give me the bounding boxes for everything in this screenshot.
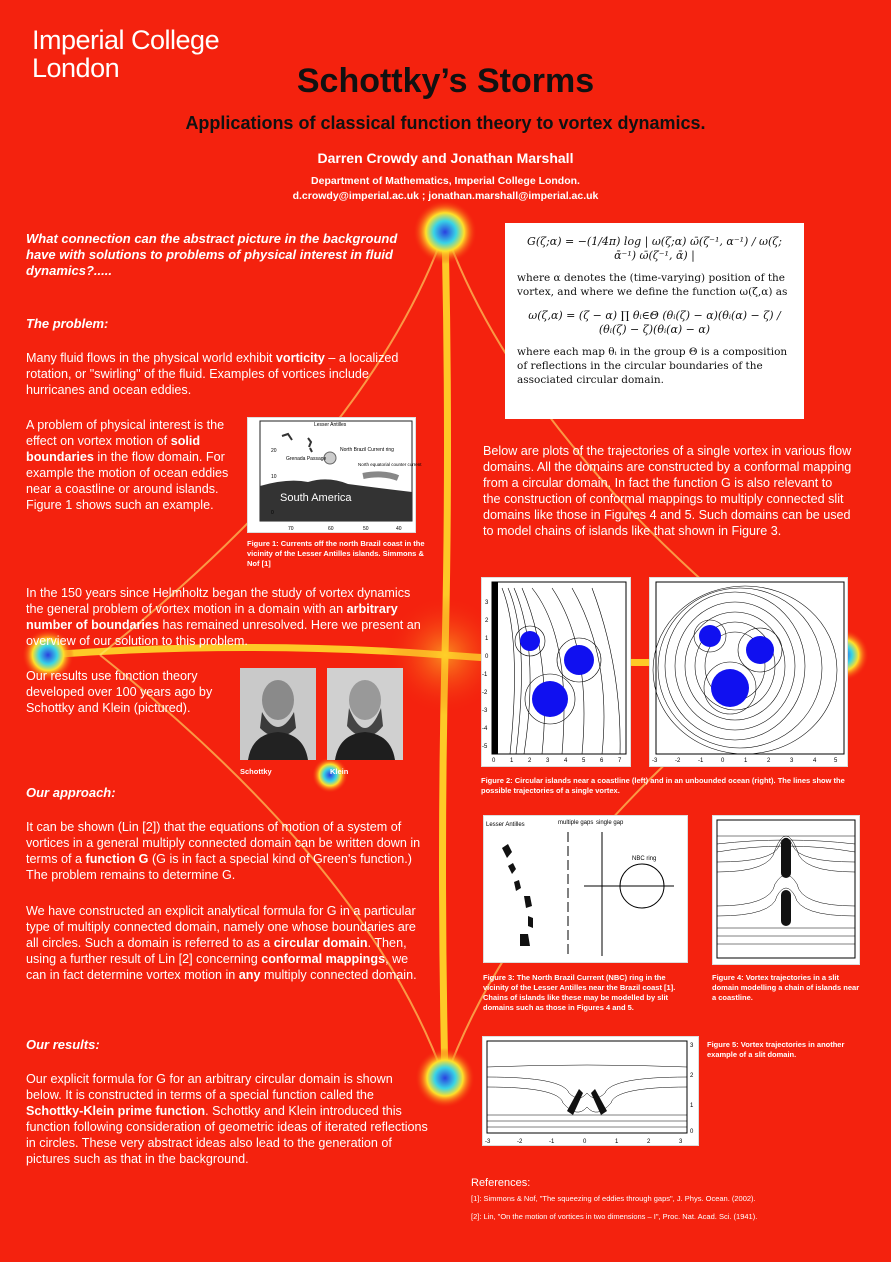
department: Department of Mathematics, Imperial College London.	[311, 175, 580, 187]
fig1-counter-label: North equatorial counter current	[358, 462, 422, 467]
poster-title: Schottky’s Storms	[296, 62, 595, 100]
formula-omega: ω(ζ,α) = (ζ − α) ∏ θᵢ∈Θ (θᵢ(ζ) − α)(θᵢ(α) − ζ) / (θᵢ(ζ) − ζ)(θᵢ(α) − α)	[528, 309, 781, 336]
svg-text:0: 0	[583, 1139, 587, 1145]
figure2-right-plot	[649, 577, 848, 767]
svg-text:-2: -2	[675, 758, 681, 764]
paragraph-lin: It can be shown (Lin [2]) that the equations of motion of a system of vortices in a general multiply connected domain can be written down in terms of a function G (G is in fact a special kind of Green's function.) The problem remains to determine G.	[26, 820, 421, 882]
svg-text:-3: -3	[482, 708, 488, 714]
svg-text:5: 5	[582, 758, 586, 764]
svg-text:3: 3	[679, 1139, 683, 1145]
figure1-caption: Figure 1: Currents off the north Brazil coast in the vicinity of the Lesser Antilles islands. Simmons & Nof [1]	[247, 539, 425, 568]
svg-text:3: 3	[546, 758, 550, 764]
intro-question: What connection can the abstract picture in the background have with solutions to problems of physical interest in fluid dynamics?.....	[26, 231, 398, 278]
svg-text:7: 7	[618, 758, 622, 764]
svg-text:40: 40	[396, 526, 402, 532]
figure4-caption: Figure 4: Vortex trajectories in a slit domain modelling a chain of islands near a coastline.	[712, 973, 860, 1002]
svg-text:-5: -5	[482, 744, 488, 750]
fig3-multiple-gaps-label: multiple gaps	[558, 820, 594, 826]
formula-text-1: where α denotes the (time-varying) position of the vortex, and where we define the function ω(ζ,α) as	[517, 272, 788, 298]
emails[interactable]: d.crowdy@imperial.ac.uk ; jonathan.marshall@imperial.ac.uk	[292, 190, 599, 202]
schottky-portrait	[240, 668, 316, 760]
svg-text:60: 60	[328, 526, 334, 532]
figure2-left-plot	[481, 577, 631, 767]
svg-text:1: 1	[485, 636, 489, 642]
figure2-caption: Figure 2: Circular islands near a coastline (left) and in an unbounded ocean (right). The lines show the possible trajectories of a single vortex.	[481, 776, 845, 795]
svg-text:3: 3	[485, 600, 489, 606]
figure3-diagram	[483, 815, 688, 963]
svg-text:2: 2	[767, 758, 771, 764]
references-heading: References:	[471, 1177, 531, 1189]
paragraph-construction: We have constructed an explicit analytical formula for G in a particular type of multiply connected domain, namely one whose boundaries are all circles. Such a domain is referred to as a circular domain. Then, using a further result of Lin [2] concerning conformal mappings, we can in fact determine vortex motion in any multiply connected domain.	[26, 904, 417, 982]
fig2-left-island-small	[520, 631, 540, 651]
svg-text:-2: -2	[517, 1139, 523, 1145]
klein-label: Klein	[330, 767, 349, 776]
svg-text:4: 4	[813, 758, 817, 764]
poster-subtitle: Applications of classical function theory to vortex dynamics.	[185, 113, 706, 133]
reference-1: [1]: Simmons & Nof, "The squeezing of eddies through gaps", J. Phys. Ocean. (2002).	[471, 1194, 756, 1203]
paragraph-trajectories: Below are plots of the trajectories of a single vortex in various flow domains. All the domains are constructed by a conformal mapping from a circular domain. In fact the function G is also relevant to the construction of conformal mappings to multiply connected slit domains like those in Figures 4 and 5. Such domains can be used to model chains of islands like that shown in Figure 3.	[483, 444, 852, 538]
figure5-plot	[482, 1036, 699, 1146]
svg-text:-1: -1	[698, 758, 704, 764]
logo-line-2: London	[32, 53, 120, 83]
svg-text:-4: -4	[482, 726, 488, 732]
klein-portrait	[327, 668, 403, 760]
authors: Darren Crowdy and Jonathan Marshall	[317, 150, 574, 166]
svg-text:1: 1	[615, 1139, 619, 1145]
reference-2: [2]: Lin, "On the motion of vortices in two dimensions – I", Proc. Nat. Acad. Sci. (1941).	[471, 1212, 758, 1221]
svg-text:50: 50	[363, 526, 369, 532]
fig3-single-gap-label: single gap	[596, 820, 624, 826]
fig2-left-island-medium	[564, 645, 594, 675]
paragraph-function-theory: Our results use function theory developed over 100 years ago by Schottky and Klein (pictured).	[26, 669, 213, 715]
paragraph-helmholtz: In the 150 years since Helmholtz began the study of vortex dynamics the general problem of vortex motion in a domain with an arbitrary number of boundaries has remained unresolved. Here we present an overview of our solution to this problem.	[26, 586, 421, 648]
figure4-plot	[712, 815, 860, 965]
svg-text:-2: -2	[482, 690, 488, 696]
fig1-passage-label: Grenada Passage	[286, 456, 327, 462]
fig2-right-island-large	[711, 669, 749, 707]
paragraph-boundaries: A problem of physical interest is the effect on vortex motion of solid boundaries in the flow domain. For example the motion of ocean eddies near a coastline or around islands. Figure 1 shows such an example.	[26, 418, 229, 512]
svg-text:-1: -1	[549, 1139, 555, 1145]
fig3-nbc-ring-label: NBC ring	[632, 856, 657, 862]
problem-heading: The problem:	[26, 316, 109, 331]
svg-text:6: 6	[600, 758, 604, 764]
fig2-right-island-medium	[746, 636, 774, 664]
svg-text:-1: -1	[482, 672, 488, 678]
formula-g: G(ζ;α) = −(1/4π) log | ω(ζ;α) ω̄(ζ⁻¹, α⁻¹) / ω(ζ; ᾱ⁻¹) ω̄(ζ⁻¹, ᾱ) |	[527, 235, 782, 262]
fig2-left-island-large	[532, 681, 568, 717]
approach-heading: Our approach:	[26, 785, 116, 800]
figure1-map	[247, 417, 422, 533]
svg-text:-3: -3	[485, 1139, 491, 1145]
results-heading: Our results:	[26, 1037, 100, 1052]
svg-text:70: 70	[288, 526, 294, 532]
svg-text:0: 0	[271, 510, 274, 516]
fig3-antilles-label: Lesser Antilles	[486, 822, 525, 828]
svg-text:2: 2	[528, 758, 532, 764]
fig1-ring-label: North Brazil Current ring	[340, 447, 394, 453]
svg-text:2: 2	[647, 1139, 651, 1145]
schottky-label: Schottky	[240, 767, 272, 776]
svg-text:3: 3	[690, 1043, 694, 1049]
svg-text:0: 0	[492, 758, 496, 764]
svg-text:1: 1	[690, 1103, 694, 1109]
svg-text:1: 1	[744, 758, 748, 764]
formula-text-2: where each map θᵢ in the group Θ is a composition of reflections in the circular boundaries of the associated circular domain.	[517, 346, 788, 386]
svg-text:4: 4	[564, 758, 568, 764]
svg-text:5: 5	[834, 758, 838, 764]
fig1-south-america-label: South America	[280, 492, 352, 504]
paragraph-vorticity: Many fluid flows in the physical world exhibit vorticity – a localized rotation, or "swirling" of the fluid. Examples of vortices include hurricanes and ocean eddies.	[26, 351, 399, 397]
svg-text:2: 2	[485, 618, 489, 624]
logo-line-1: Imperial College	[32, 25, 220, 55]
green-function-formula	[505, 223, 804, 419]
figure5-caption: Figure 5: Vortex trajectories in another example of a slit domain.	[707, 1040, 845, 1059]
fig1-ticks-y: 20	[271, 448, 277, 454]
fig2-right-island-small	[699, 625, 721, 647]
svg-text:-3: -3	[652, 758, 658, 764]
paragraph-prime-function: Our explicit formula for G for an arbitrary circular domain is shown below. It is constructed in terms of a special function called the Schottky-Klein prime function. Schottky and Klein introduced this function following consideration of geometric ideas of iterated reflections in circles. These very abstract ideas also lead to the generation of pictures such as that in the background.	[26, 1072, 428, 1166]
svg-text:1: 1	[510, 758, 514, 764]
fig1-antilles-label: Lesser Antilles	[314, 422, 347, 428]
svg-text:3: 3	[790, 758, 794, 764]
affiliation	[0, 174, 891, 204]
figure3-caption: Figure 3: The North Brazil Current (NBC) ring in the vicinity of the Lesser Antilles near the Brazil coast [1]. Chains of islands like these may be modelled by slit domains such as those in Figures 4 and 5.	[483, 973, 676, 1012]
svg-text:0: 0	[721, 758, 725, 764]
svg-text:2: 2	[690, 1073, 694, 1079]
svg-text:0: 0	[485, 654, 489, 660]
svg-text:0: 0	[690, 1129, 694, 1135]
svg-text:10: 10	[271, 474, 277, 480]
